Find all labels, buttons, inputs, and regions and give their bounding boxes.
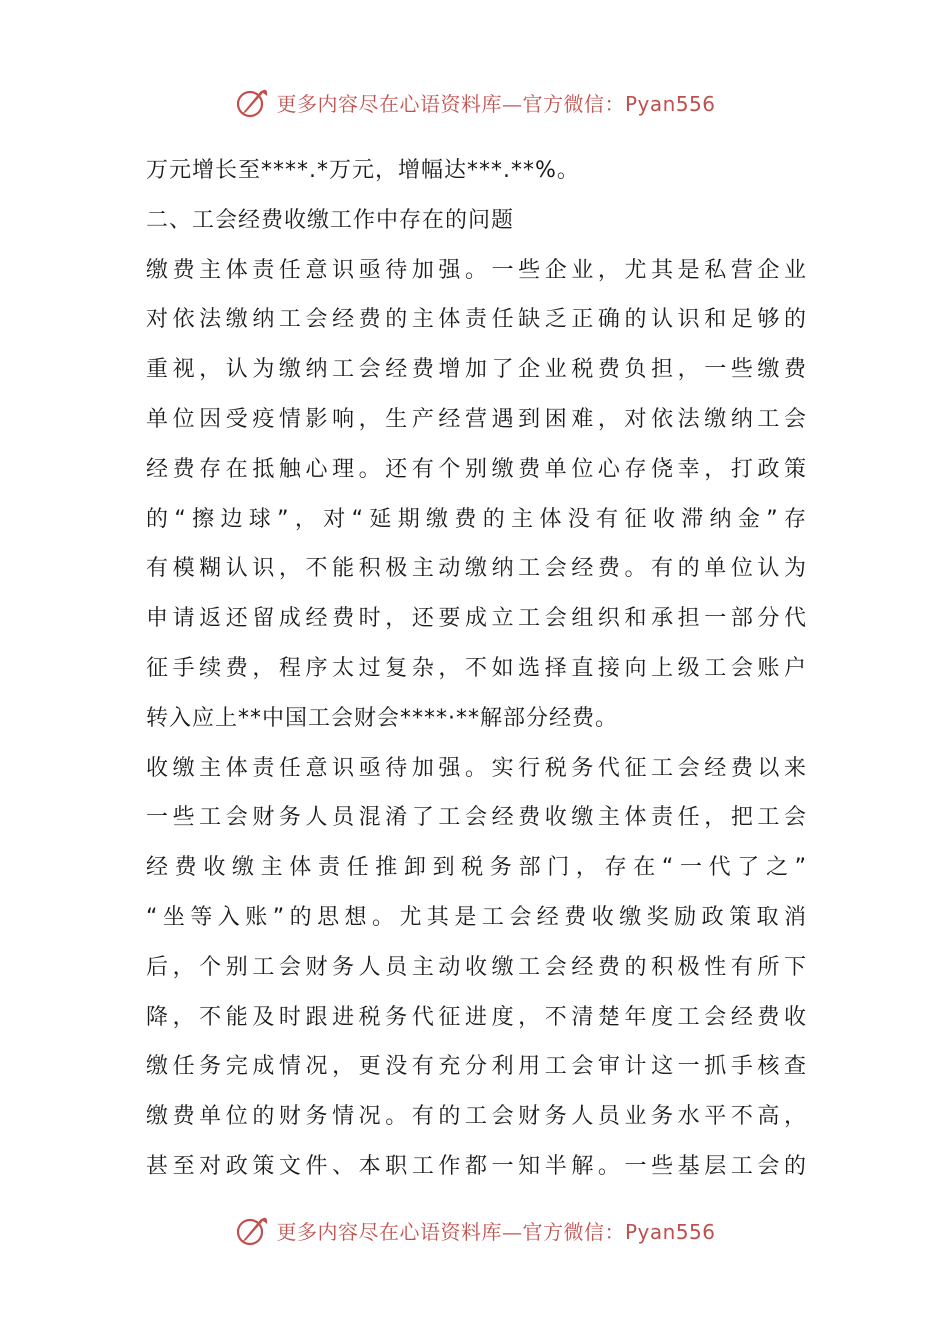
text-line: 有模糊认识，不能积极主动缴纳工会经费。有的单位认为 [146,556,806,582]
quill-logo-icon [234,84,270,120]
text-line: 缴任务完成情况，更没有充分利用工会审计这一抓手核查 [146,1054,806,1080]
text-line: 降，不能及时跟进税务代征进度，不清楚年度工会经费收 [146,1004,806,1030]
text-line: 一些工会财务人员混淆了工会经费收缴主体责任，把工会 [146,805,806,831]
text-line: 万元增长至****.*万元，增幅达***.**%。 [146,158,580,183]
text-line: 征手续费，程序太过复杂，不如选择直接向上级工会账户 [146,655,806,681]
quill-logo-icon [234,1212,270,1248]
text-line: 经费收缴主体责任推卸到税务部门，存在“一代了之” [146,855,806,881]
text-line: 收缴主体责任意识亟待加强。实行税务代征工会经费以来 [146,755,806,781]
watermark-text: 更多内容尽在心语资料库—官方微信：Pyan556 [276,91,716,116]
text-line: 的“擦边球”，对“延期缴费的主体没有征收滞纳金”存 [146,506,806,532]
header-watermark [0,82,950,122]
text-line: 后，个别工会财务人员主动收缴工会经费的积极性有所下 [146,954,806,980]
text-line: “坐等入账”的思想。尤其是工会经费收缴奖励政策取消 [146,904,806,930]
footer-watermark [0,1210,950,1250]
text-line: 对依法缴纳工会经费的主体责任缺乏正确的认识和足够的 [146,307,806,333]
section-heading: 二、工会经费收缴工作中存在的问题 [146,207,515,233]
text-line: 甚至对政策文件、本职工作都一知半解。一些基层工会的 [146,1153,806,1179]
text-line: 申请返还留成经费时，还要成立工会组织和承担一部分代 [146,606,806,632]
document-body [146,146,806,1192]
text-line: 转入应上**中国工会财会****·**解部分经费。 [146,705,618,731]
watermark-text: 更多内容尽在心语资料库—官方微信：Pyan556 [276,1219,716,1244]
text-line: 经费存在抵触心理。还有个别缴费单位心存侥幸，打政策 [146,456,806,482]
text-line: 缴费主体责任意识亟待加强。一些企业，尤其是私营企业 [146,257,806,283]
text-line: 重视，认为缴纳工会经费增加了企业税费负担，一些缴费 [146,357,806,383]
text-line: 单位因受疫情影响，生产经营遇到困难，对依法缴纳工会 [146,406,806,432]
text-line: 缴费单位的财务情况。有的工会财务人员业务水平不高， [146,1104,806,1130]
